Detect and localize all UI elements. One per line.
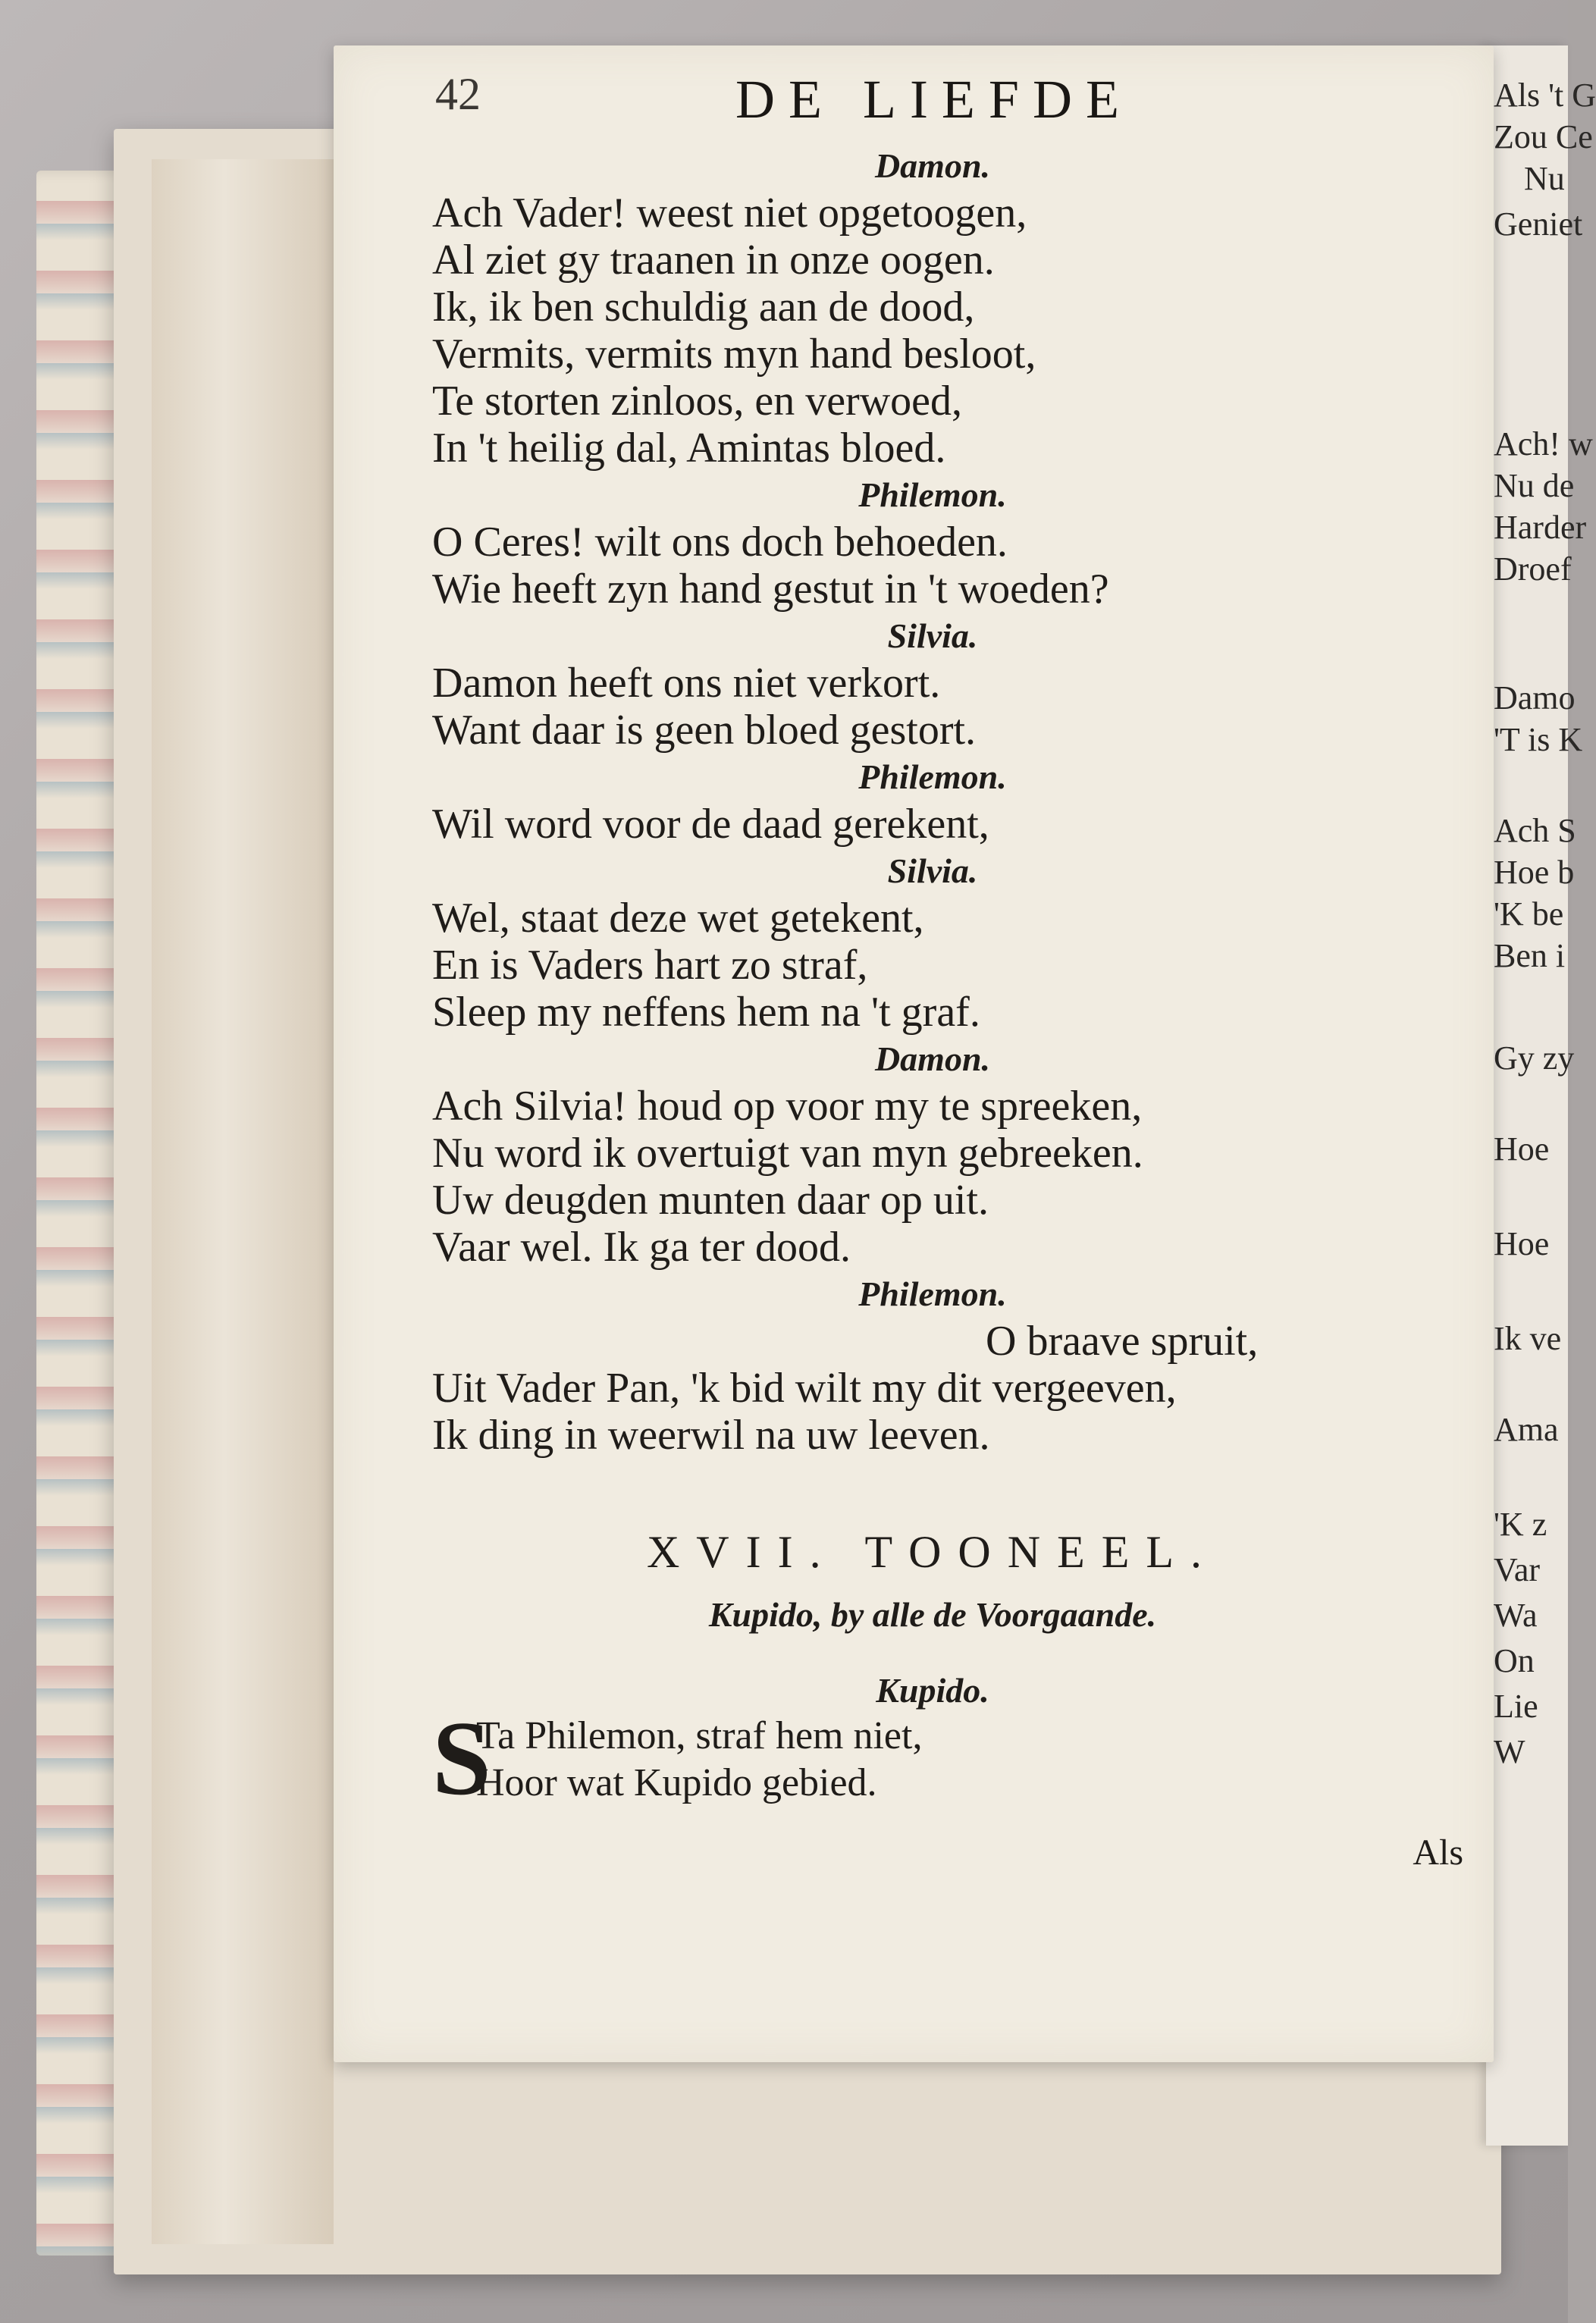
- verse-lines: [432, 143, 1433, 1459]
- page-number: 42: [435, 69, 481, 119]
- facing-fragment: Ach! w: [1494, 425, 1593, 462]
- facing-fragment: 'K be: [1494, 895, 1564, 933]
- facing-fragment: Geniet: [1494, 205, 1583, 243]
- verse-line: Sleep my neffens hem na 't graf.: [432, 989, 980, 1036]
- facing-fragment: 'T is K: [1494, 721, 1583, 758]
- speaker-name: Damon.: [874, 146, 991, 185]
- facing-fragment: Hoe b: [1494, 854, 1575, 891]
- verse-line: Uw deugden munten daar op uit.: [432, 1177, 989, 1224]
- verse-line: Hoor wat Kupido gebied.: [476, 1761, 877, 1804]
- facing-fragment: Nu de: [1494, 467, 1575, 504]
- speaker-name: Philemon.: [858, 757, 1007, 796]
- verse-line: Nu word ik overtuigt van myn gebreeken.: [432, 1130, 1143, 1177]
- speaker-name: Silvia.: [887, 616, 978, 655]
- verse-line: Al ziet gy traanen in onze oogen.: [432, 237, 995, 284]
- facing-fragment: Nu: [1524, 160, 1565, 197]
- facing-fragment: Ama: [1494, 1411, 1559, 1448]
- verse-line: In 't heilig dal, Amintas bloed.: [432, 425, 946, 472]
- speaker-name: Philemon.: [858, 475, 1007, 514]
- verse-block: [432, 143, 1463, 1873]
- facing-fragment: Hoe: [1494, 1225, 1550, 1262]
- scene-title: XVII. TOONEEL.: [646, 1527, 1219, 1577]
- verse-line: Ik ding in weerwil na uw leeven.: [432, 1412, 990, 1459]
- speaker-name: Philemon.: [858, 1274, 1007, 1313]
- verse-line: Te storten zinloos, en verwoed,: [432, 378, 962, 425]
- facing-fragment: Als 't G: [1494, 77, 1596, 114]
- facing-fragment: On: [1494, 1642, 1535, 1679]
- facing-fragment: Var: [1494, 1551, 1541, 1588]
- catchword: Als: [1413, 1832, 1463, 1873]
- facing-fragment: Ben i: [1494, 937, 1566, 974]
- verse-line: O braave spruit,: [986, 1318, 1259, 1365]
- speaker-name: Kupido.: [876, 1671, 989, 1710]
- verse-line: Uit Vader Pan, 'k bid wilt my dit vergeeven,: [432, 1365, 1177, 1412]
- verse-line: O Ceres! wilt ons doch behoeden.: [432, 519, 1008, 566]
- drop-cap: S: [432, 1700, 491, 1817]
- verse-line: Ach Vader! weest niet opgetoogen,: [432, 190, 1027, 237]
- facing-fragment: Droef: [1494, 550, 1572, 588]
- verse-line: Ik, ik ben schuldig aan de dood,: [432, 284, 975, 331]
- verse-line: Damon heeft ons niet verkort.: [432, 660, 941, 707]
- facing-fragment: 'K z: [1494, 1506, 1547, 1543]
- facing-fragment: Zou Ce: [1494, 118, 1593, 155]
- verse-line: En is Vaders hart zo straf,: [432, 942, 868, 989]
- verse-line: Vermits, vermits myn hand besloot,: [432, 331, 1036, 378]
- page-stack-edge: [152, 159, 334, 2244]
- facing-fragment: W: [1494, 1733, 1525, 1770]
- verse-line: Wel, staat deze wet getekent,: [432, 895, 924, 942]
- verse-line: Ta Philemon, straf hem niet,: [476, 1714, 923, 1757]
- speaker-name: Damon.: [874, 1039, 991, 1078]
- book-page: [334, 45, 1494, 2062]
- verse-line: Want daar is geen bloed gestort.: [432, 707, 977, 754]
- facing-fragment: Hoe: [1494, 1130, 1550, 1168]
- facing-fragment: Gy zy: [1494, 1039, 1575, 1077]
- running-head: DE LIEFDE: [735, 69, 1133, 130]
- speaker-name: Silvia.: [887, 851, 978, 890]
- verse-line: Ach Silvia! houd op voor my te spreeken,: [432, 1083, 1143, 1130]
- facing-fragment: Ach S: [1494, 812, 1576, 849]
- verse-line: Vaar wel. Ik ga ter dood.: [432, 1224, 851, 1271]
- scene-subtitle: Kupido, by alle de Voorgaande.: [708, 1595, 1157, 1634]
- verse-line: Wie heeft zyn hand gestut in 't woeden?: [432, 566, 1109, 613]
- facing-fragment: Lie: [1494, 1688, 1538, 1725]
- facing-fragment: Wa: [1494, 1597, 1538, 1634]
- facing-fragment: Harder: [1494, 509, 1587, 546]
- facing-page: [1486, 45, 1596, 2146]
- facing-fragment: Ik ve: [1494, 1320, 1562, 1357]
- facing-fragment: Damo: [1494, 679, 1576, 716]
- verse-line: Wil word voor de daad gerekent,: [432, 801, 989, 848]
